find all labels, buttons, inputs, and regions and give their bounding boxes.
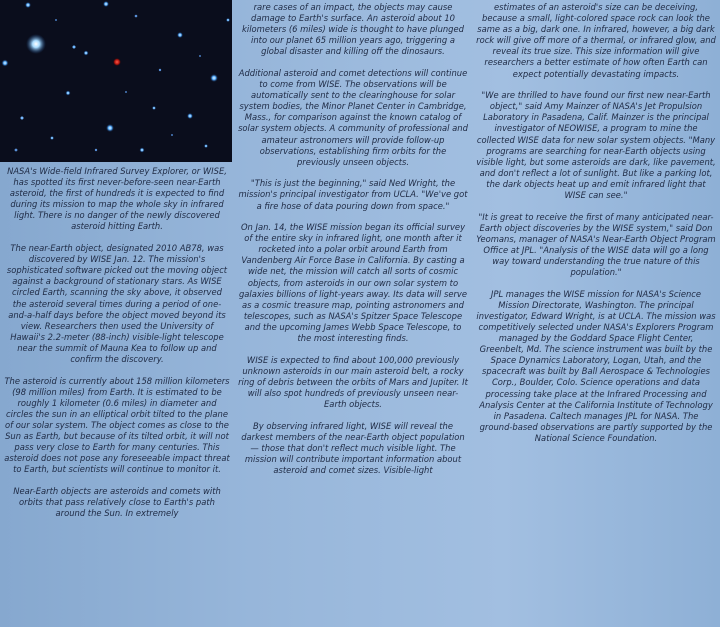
article-column-2: [238, 2, 468, 487]
article-column-3: [476, 2, 716, 454]
paragraph: On Jan. 14, the WISE mission began its official survey of the entire sky in infrared light, one month after it rocketed into a polar orbit around Earth from Vandenberg Air Force Base in California. By casting a wide net, the mission will catch all sorts of cosmic objects, from asteroids in our own solar system to galaxies billions of light-years away. Its data will serve as a cosmic treasure map, pointing astronomers and telescopes, such as NASA's Spitzer Space Telescope and the upcoming James Webb Space Telescope, to the most interesting finds.: [238, 222, 468, 344]
paragraph: JPL manages the WISE mission for NASA's Science Mission Directorate, Washington. The principal investigator, Edward Wright, is at UCLA. The mission was competitively selected under NASA's Explorers Program managed by the Goddard Space Flight Center, Greenbelt, Md. The science instrument was built by the Space Dynamics Laboratory, Logan, Utah, and the spacecraft was built by Ball Aerospace & Technologies Corp., Boulder, Colo. Science operations and data processing take place at the Infrared Processing and Analysis Center at the California Institute of Technology in Pasadena. Caltech manages JPL for NASA. The ground-based observations are partly supported by the National Science Foundation.: [476, 288, 716, 443]
paragraph: Additional asteroid and comet detections will continue to come from WISE. The observations will be automatically sent to the clearinghouse for solar system bodies, the Minor Planet Center in Cambridge, Mass., for comparison against the known catalog of solar system objects. A community of professional and amateur astronomers will provide follow-up observations, establishing firm orbits for the previously unseen objects.: [238, 67, 468, 167]
paragraph: The asteroid is currently about 158 million kilometers (98 million miles) from Earth. It is estimated to be roughly 1 kilometer (0.6 miles) in diameter and circles the sun in an elliptical orbit tilted to the plane of our solar system. The object comes as close to the Sun as Earth, but because of its tilted orbit, it will not pass very close to Earth for many centuries. This asteroid does not pose any foreseeable impact threat to Earth, but scientists will continue to monitor it.: [4, 375, 230, 475]
infrared-sky-image: [0, 0, 232, 162]
paragraph: NASA's Wide-field Infrared Survey Explorer, or WISE, has spotted its first never-before-seen near-Earth asteroid, the first of hundreds it is expected to find during its mission to map the whole sky in infrared light. There is no danger of the newly discovered asteroid hitting Earth.: [7, 166, 227, 232]
paragraph: By observing infrared light, WISE will reveal the darkest members of the near-Earth object population — those that don't reflect much visible light. The mission will contribute important information about asteroid and comet sizes. Visible-light: [241, 420, 465, 475]
paragraph: "This is just the beginning," said Ned Wright, the mission's principal investigator from UCLA. "We've got a fire hose of data pouring down from space.": [238, 178, 468, 211]
asteroid-marker: [113, 58, 121, 66]
paragraph: "We are thrilled to have found our first new near-Earth object," said Amy Mainzer of NASA's Jet Propulsion Laboratory in Pasadena, Calif. Mainzer is the principal investigator of NEOWISE, a program to mine the collected WISE data for new solar system objects. "Many programs are searching for near-Earth objects using visible light, but some asteroids are dark, like pavement, and don't reflect a lot of sunlight. But like a parking lot, the dark objects heat up and emit infrared light that WISE can see.": [476, 90, 716, 200]
paragraph: The near-Earth object, designated 2010 AB78, was discovered by WISE Jan. 12. The mission's sophisticated software picked out the moving object against a background of stationary stars. As WISE circled Earth, scanning the sky above, it observed the asteroid several times during a period of one-and-a-half days before the object moved beyond its view. Researchers then used the University of Hawaii's 2.2-meter (88-inch) visible-light telescope near the summit of Mauna Kea to follow up and confirm the discovery.: [6, 243, 228, 364]
paragraph: rare cases of an impact, the objects may cause damage to Earth's surface. An asteroid about 10 kilometers (6 miles) wide is thought to have plunged into our planet 65 million years ago, triggering a global disaster and killing off the dinosaurs.: [242, 2, 464, 57]
paragraph: WISE is expected to find about 100,000 previously unknown asteroids in our main asteroid belt, a rocky ring of debris between the orbits of Mars and Jupiter. It will also spot hundreds of previously unseen near-Earth objects.: [238, 354, 468, 409]
article-column-1: [4, 166, 230, 530]
star-field: [0, 0, 232, 162]
paragraph: "It is great to receive the first of many anticipated near-Earth object discoveries by the WISE system," said Don Yeomans, manager of NASA's Near-Earth Object Program Office at JPL. "Analysis of the WISE data will go a long way toward understanding the true nature of this population.": [476, 211, 716, 278]
paragraph: Near-Earth objects are asteroids and comets with orbits that pass relatively close to Earth's path around the Sun. In extremely: [13, 485, 221, 519]
paragraph: estimates of an asteroid's size can be deceiving, because a small, light-colored space rock can look the same as a big, dark one. In infrared, however, a big dark rock will give off more of a thermal, or infrared glow, and reveal its true size. This size information will give researchers a better estimate of how often Earth can expect potentially devastating impacts.: [476, 2, 716, 79]
